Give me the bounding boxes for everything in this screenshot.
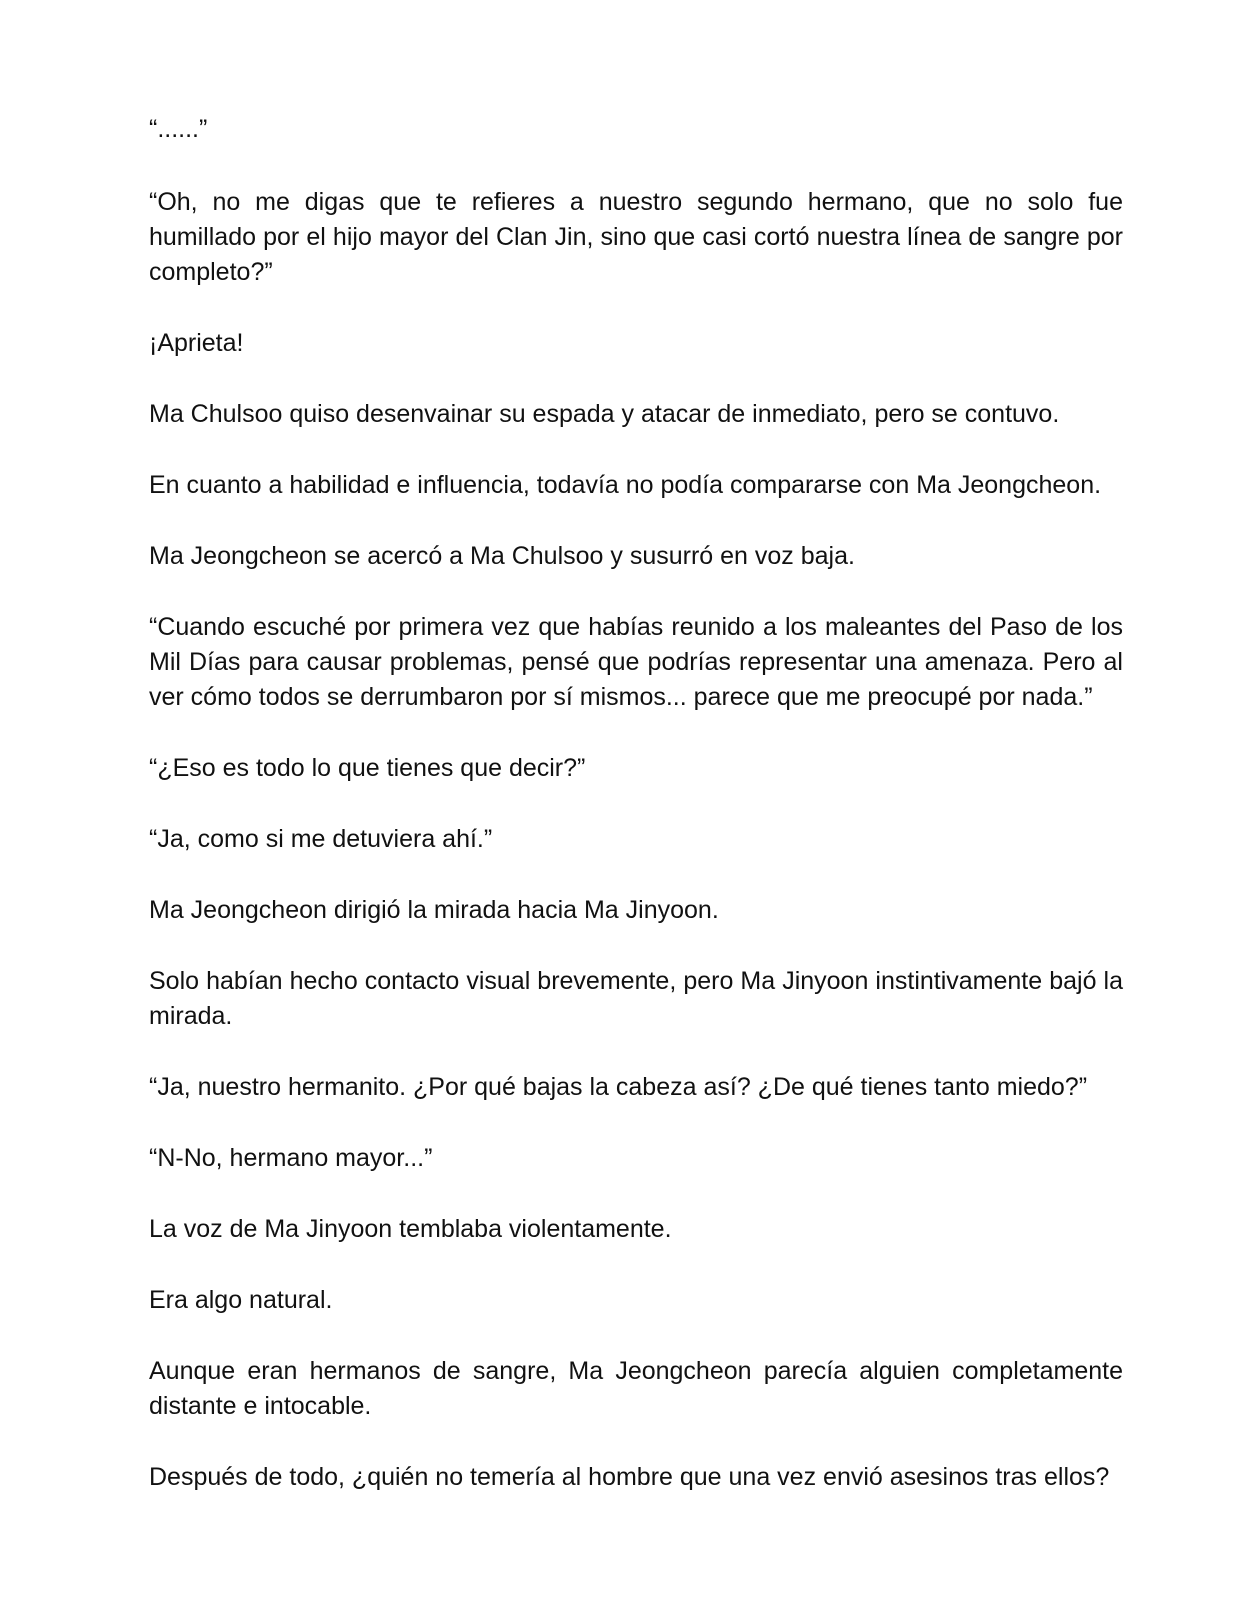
paragraph-6: Ma Jeongcheon se acercó a Ma Chulsoo y susurró en voz baja. [149,542,855,570]
paragraph-10: Ma Jeongcheon dirigió la mirada hacia Ma Jinyoon. [149,896,719,924]
paragraph-14: La voz de Ma Jinyoon temblaba violentamente. [149,1215,672,1243]
paragraph-13: “N-No, hermano mayor...” [149,1144,433,1172]
document-page [149,112,1123,1531]
paragraph-2: “Oh, no me digas que te refieres a nuestro segundo hermano, que no solo fue humillado por el hijo mayor del Clan Jin, sino que casi cortó nuestra línea de sangre por completo?” [149,188,1123,286]
paragraph-5: En cuanto a habilidad e influencia, todavía no podía compararse con Ma Jeongcheon. [149,471,1102,499]
paragraph-17: Después de todo, ¿quién no temería al hombre que una vez envió asesinos tras ellos? [149,1463,1110,1491]
paragraph-1: “......” [149,115,208,143]
paragraph-4: Ma Chulsoo quiso desenvainar su espada y atacar de inmediato, pero se contuvo. [149,400,1060,428]
paragraph-8: “¿Eso es todo lo que tienes que decir?” [149,754,586,782]
paragraph-3: ¡Aprieta! [149,329,244,357]
paragraph-9: “Ja, como si me detuviera ahí.” [149,825,493,853]
paragraph-16: Aunque eran hermanos de sangre, Ma Jeongcheon parecía alguien completamente distante e intocable. [149,1357,1123,1420]
paragraph-11: Solo habían hecho contacto visual brevemente, pero Ma Jinyoon instintivamente bajó la mirada. [149,967,1123,1030]
paragraph-7: “Cuando escuché por primera vez que habías reunido a los maleantes del Paso de los Mil Días para causar problemas, pensé que podrías representar una amenaza. Pero al ver cómo todos se derrumbaron por sí mismos... parece que me preocupé por nada.” [149,613,1123,711]
paragraph-15: Era algo natural. [149,1286,333,1314]
paragraph-12: “Ja, nuestro hermanito. ¿Por qué bajas la cabeza así? ¿De qué tienes tanto miedo?” [149,1073,1088,1101]
